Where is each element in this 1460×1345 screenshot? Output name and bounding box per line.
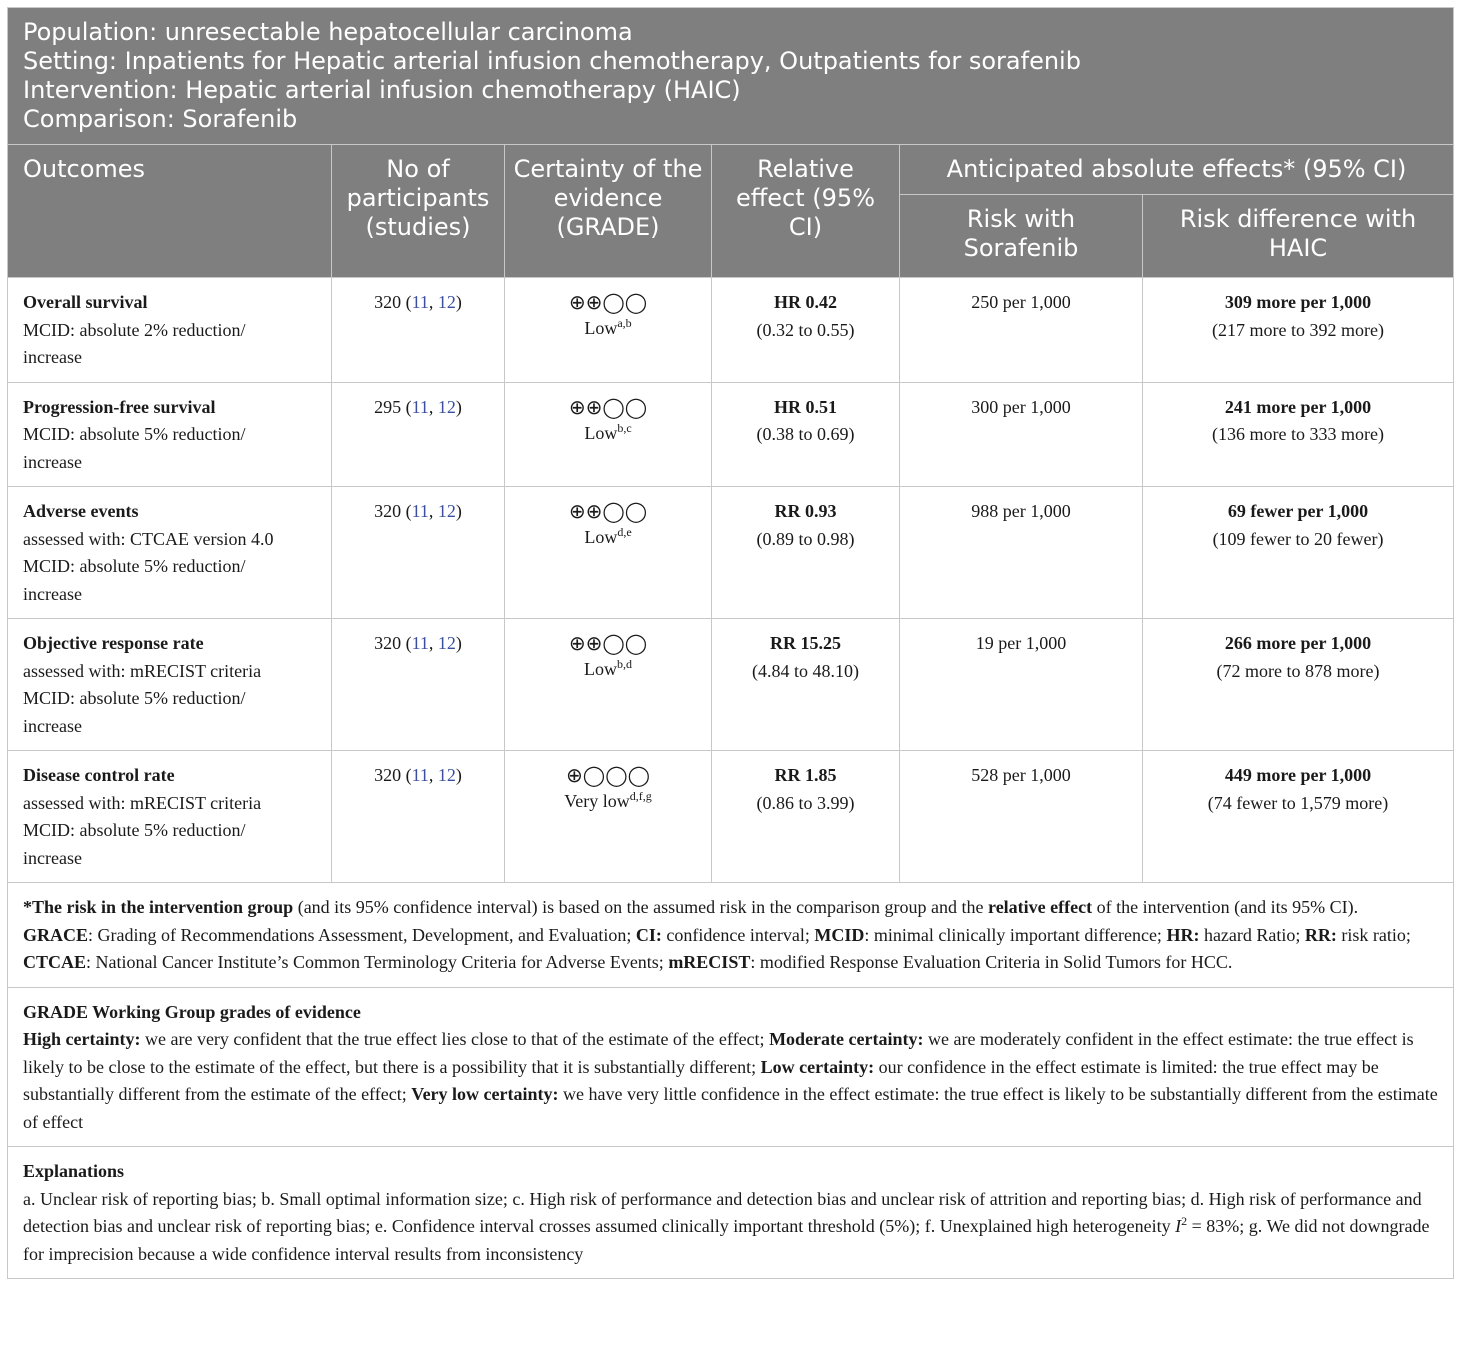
col-certainty: Certainty of the evidence (GRADE) xyxy=(505,145,712,278)
risk-sorafenib-cell: 300 per 1,000 xyxy=(900,382,1143,487)
outcome-detail: assessed with: mRECIST criteria xyxy=(23,792,262,813)
outcome-detail: assessed with: mRECIST criteria xyxy=(23,660,262,681)
explanations-text: a. Unclear risk of reporting bias; b. Small optimal information size; c. High risk of performance and detection bias and unclear risk of attrition and reporting bias; d. High risk of performance and detection bias and unclear risk of reporting bias; e. Confidence interval crosses assumed clinically important threshold (5%); f. Unexplained high heterogeneity $I^2 = 83\%$; g. We did not downgrade for imprecision because a wide confidence interval results from inconsistency xyxy=(23,1188,1430,1264)
relative-effect-ci: (0.32 to 0.55) xyxy=(756,319,855,340)
risk-difference: 69 fewer per 1,000 xyxy=(1227,501,1369,521)
abbreviation-term: CTCAE xyxy=(23,952,87,972)
risk-sorafenib-cell: 528 per 1,000 xyxy=(900,751,1143,883)
footnote-row xyxy=(8,883,1454,988)
reference-link[interactable]: 12 xyxy=(437,765,456,785)
outcome-detail: increase xyxy=(23,847,82,868)
reference-link[interactable]: 12 xyxy=(437,633,456,653)
certainty-label: Low xyxy=(584,318,618,338)
participants-cell: 320 (11, 12) xyxy=(332,751,505,883)
relative-effect-cell xyxy=(712,487,900,619)
outcome-cell xyxy=(8,382,332,487)
relative-effect-ci: (0.89 to 0.98) xyxy=(756,528,855,549)
certainty-rating-icon: ⊕⊕◯◯ xyxy=(568,290,648,314)
abbreviation-term: MCID xyxy=(814,924,865,945)
relative-effect: RR 1.85 xyxy=(774,765,837,785)
reference-link[interactable]: 11 xyxy=(411,633,429,653)
population-line: Population: unresectable hepatocellular carcinoma xyxy=(23,18,633,46)
certainty-cell xyxy=(505,751,712,883)
relative-effect-cell xyxy=(712,751,900,883)
abbreviation-definition: : National Cancer Institute’s Common Terminology Criteria for Adverse Events; xyxy=(86,952,669,972)
outcome-name: Objective response rate xyxy=(23,633,204,653)
abbreviation-term: GRACE xyxy=(23,924,89,945)
reference-link[interactable]: 11 xyxy=(411,292,429,312)
outcome-detail: increase xyxy=(23,347,82,367)
explanations-cell xyxy=(8,1147,1454,1279)
participants-cell: 320 (11, 12) xyxy=(332,278,505,383)
abbreviation-definition: : minimal clinically important difference; xyxy=(864,924,1167,945)
relative-effect-cell xyxy=(712,278,900,383)
risk-sorafenib-cell: 19 per 1,000 xyxy=(900,619,1143,751)
outcome-detail: increase xyxy=(23,583,82,604)
certainty-rating-icon: ⊕⊕◯◯ xyxy=(568,631,648,655)
risk-difference-cell xyxy=(1143,619,1454,751)
certainty-footnote: b,d xyxy=(617,657,632,671)
risk-difference-ci: (74 fewer to 1,579 more) xyxy=(1207,792,1389,813)
grades-definitions xyxy=(23,1026,1438,1136)
relative-effect: HR 0.42 xyxy=(774,292,837,312)
grade-definition: we are moderately confident in the effect estimate: the true effect is likely to be close to the estimate of the effect, but there is a possibility that it is substantially different; xyxy=(23,1029,1414,1077)
outcome-detail: MCID: absolute 5% reduction/ xyxy=(23,820,246,840)
certainty-footnote: a,b xyxy=(617,316,632,330)
abbreviation-definition: : modified Response Evaluation Criteria in Solid Tumors for HCC. xyxy=(750,952,1233,972)
risk-footnote: *The risk in the intervention group (and its 95% confidence interval) is based on the assumed risk in the comparison group and the relative effect of the intervention (and its 95% CI). xyxy=(23,897,1359,917)
reference-link[interactable]: 12 xyxy=(437,396,456,417)
risk-difference-cell xyxy=(1143,382,1454,487)
table-row xyxy=(8,278,1454,383)
outcomes-body xyxy=(8,278,1454,883)
grade-term: Very low certainty: xyxy=(411,1084,559,1104)
grades-title: GRADE Working Group grades of evidence xyxy=(23,1001,361,1022)
abbreviation-term: CI: xyxy=(635,924,662,945)
relative-effect-cell xyxy=(712,619,900,751)
table-row xyxy=(8,382,1454,487)
risk-difference-cell xyxy=(1143,751,1454,883)
outcome-cell xyxy=(8,619,332,751)
outcome-detail: MCID: absolute 5% reduction/ xyxy=(23,424,246,444)
reference-link[interactable]: 11 xyxy=(411,501,429,521)
grade-definition: we are very confident that the true effect lies close to that of the estimate of the effect; xyxy=(140,1029,770,1049)
relative-effect: RR 0.93 xyxy=(774,501,837,521)
grades-row xyxy=(8,987,1454,1147)
explanations-row xyxy=(8,1147,1454,1279)
certainty-label: Very low xyxy=(564,791,630,811)
certainty-cell xyxy=(505,382,712,487)
risk-difference: 266 more per 1,000 xyxy=(1224,633,1372,653)
certainty-footnote: d,e xyxy=(617,525,632,539)
relative-effect-cell xyxy=(712,382,900,487)
certainty-footnote: d,f,g xyxy=(629,789,652,803)
certainty-footnote: b,c xyxy=(617,420,632,435)
certainty-cell xyxy=(505,619,712,751)
outcome-name: Adverse events xyxy=(23,501,139,521)
col-outcomes: Outcomes xyxy=(8,145,332,278)
certainty-label: Low xyxy=(584,527,618,547)
outcome-detail: MCID: absolute 5% reduction/ xyxy=(23,688,246,708)
grade-term: Low certainty: xyxy=(760,1056,875,1077)
table-row xyxy=(8,751,1454,883)
relative-effect-ci: (0.86 to 3.99) xyxy=(756,792,855,813)
certainty-rating-icon: ⊕⊕◯◯ xyxy=(568,394,648,419)
risk-sorafenib-cell: 988 per 1,000 xyxy=(900,487,1143,619)
certainty-cell xyxy=(505,278,712,383)
outcome-detail: MCID: absolute 5% reduction/ xyxy=(23,556,246,576)
setting-line: Setting: Inpatients for Hepatic arterial infusion chemotherapy, Outpatients for sorafenib xyxy=(23,47,1081,75)
grade-definition: we have very little confidence in the effect estimate: the true effect is likely to be substantially different from the estimate of effect xyxy=(23,1084,1438,1132)
grade-term: High certainty: xyxy=(23,1029,141,1049)
grades-cell xyxy=(8,987,1454,1147)
risk-difference-ci: (136 more to 333 more) xyxy=(1212,424,1384,444)
outcome-name: Disease control rate xyxy=(23,765,175,785)
abbreviation-definition: : Grading of Recommendations Assessment, Development, and Evaluation; xyxy=(88,924,636,945)
outcome-detail: increase xyxy=(23,715,82,736)
outcome-detail: MCID: absolute 2% reduction/ xyxy=(23,319,246,340)
certainty-label: Low xyxy=(584,659,617,679)
outcome-name: Progression-free survival xyxy=(23,396,216,417)
risk-difference-ci: (72 more to 878 more) xyxy=(1216,660,1380,681)
abbreviation-term: mRECIST xyxy=(668,952,751,972)
footnote-cell xyxy=(8,883,1454,988)
relative-effect-ci: (0.38 to 0.69) xyxy=(756,424,855,444)
col-relative-effect: Relative effect (95% CI) xyxy=(712,145,900,278)
participants-cell: 320 (11, 12) xyxy=(332,487,505,619)
intervention-line: Intervention: Hepatic arterial infusion chemotherapy (HAIC) xyxy=(23,76,741,104)
col-participants: No of participants (studies) xyxy=(332,145,505,278)
participants-cell: 320 (11, 12) xyxy=(332,619,505,751)
abbreviation-definition: confidence interval; xyxy=(661,924,815,945)
risk-difference-ci: (109 fewer to 20 fewer) xyxy=(1212,528,1384,549)
column-header-row xyxy=(8,145,1454,195)
risk-difference-cell xyxy=(1143,487,1454,619)
outcome-cell xyxy=(8,751,332,883)
abbreviation-definition: hazard Ratio; xyxy=(1199,924,1305,945)
reference-link[interactable]: 12 xyxy=(437,292,456,312)
certainty-rating-icon: ⊕⊕◯◯ xyxy=(568,499,648,523)
outcome-name: Overall survival xyxy=(23,292,148,312)
table-header-summary xyxy=(8,8,1454,145)
certainty-rating-icon: ⊕◯◯◯ xyxy=(566,763,650,787)
abbreviation-definition: risk ratio; xyxy=(1336,924,1411,945)
col-risk-sorafenib: Risk with Sorafenib xyxy=(900,195,1143,278)
abbreviation-term: HR: xyxy=(1166,924,1200,945)
certainty-label: Low xyxy=(584,422,618,443)
reference-link[interactable]: 11 xyxy=(411,396,429,417)
risk-difference: 309 more per 1,000 xyxy=(1224,292,1372,312)
risk-difference: 449 more per 1,000 xyxy=(1224,765,1372,785)
col-risk-difference: Risk difference with HAIC xyxy=(1143,195,1454,278)
summary-of-findings-table xyxy=(7,7,1453,1279)
abbreviation-term: RR: xyxy=(1304,924,1337,945)
relative-effect-ci: (4.84 to 48.10) xyxy=(752,660,859,681)
table-row xyxy=(8,487,1454,619)
risk-sorafenib-cell: 250 per 1,000 xyxy=(900,278,1143,383)
table-row xyxy=(8,619,1454,751)
comparison-line: Comparison: Sorafenib xyxy=(23,105,298,133)
reference-link[interactable]: 11 xyxy=(411,765,429,785)
outcome-cell xyxy=(8,278,332,383)
grade-term: Moderate certainty: xyxy=(769,1029,924,1049)
col-anticipated-effects: Anticipated absolute effects* (95% CI) xyxy=(900,145,1454,195)
outcome-cell xyxy=(8,487,332,619)
abbreviations xyxy=(23,922,1438,977)
risk-difference-ci: (217 more to 392 more) xyxy=(1212,319,1384,340)
reference-link[interactable]: 12 xyxy=(437,501,456,521)
risk-difference: 241 more per 1,000 xyxy=(1224,396,1372,417)
outcome-detail: increase xyxy=(23,451,82,472)
header-summary-cell xyxy=(8,8,1454,145)
explanations-title: Explanations xyxy=(23,1161,125,1181)
certainty-cell xyxy=(505,487,712,619)
outcome-detail: assessed with: CTCAE version 4.0 xyxy=(23,528,274,549)
relative-effect: HR 0.51 xyxy=(774,396,837,417)
participants-cell: 295 (11, 12) xyxy=(332,382,505,487)
grade-definition: our confidence in the effect estimate is limited: the true effect may be substantially different from the estimate of the effect; xyxy=(23,1056,1379,1104)
risk-difference-cell xyxy=(1143,278,1454,383)
relative-effect: RR 15.25 xyxy=(770,633,841,653)
